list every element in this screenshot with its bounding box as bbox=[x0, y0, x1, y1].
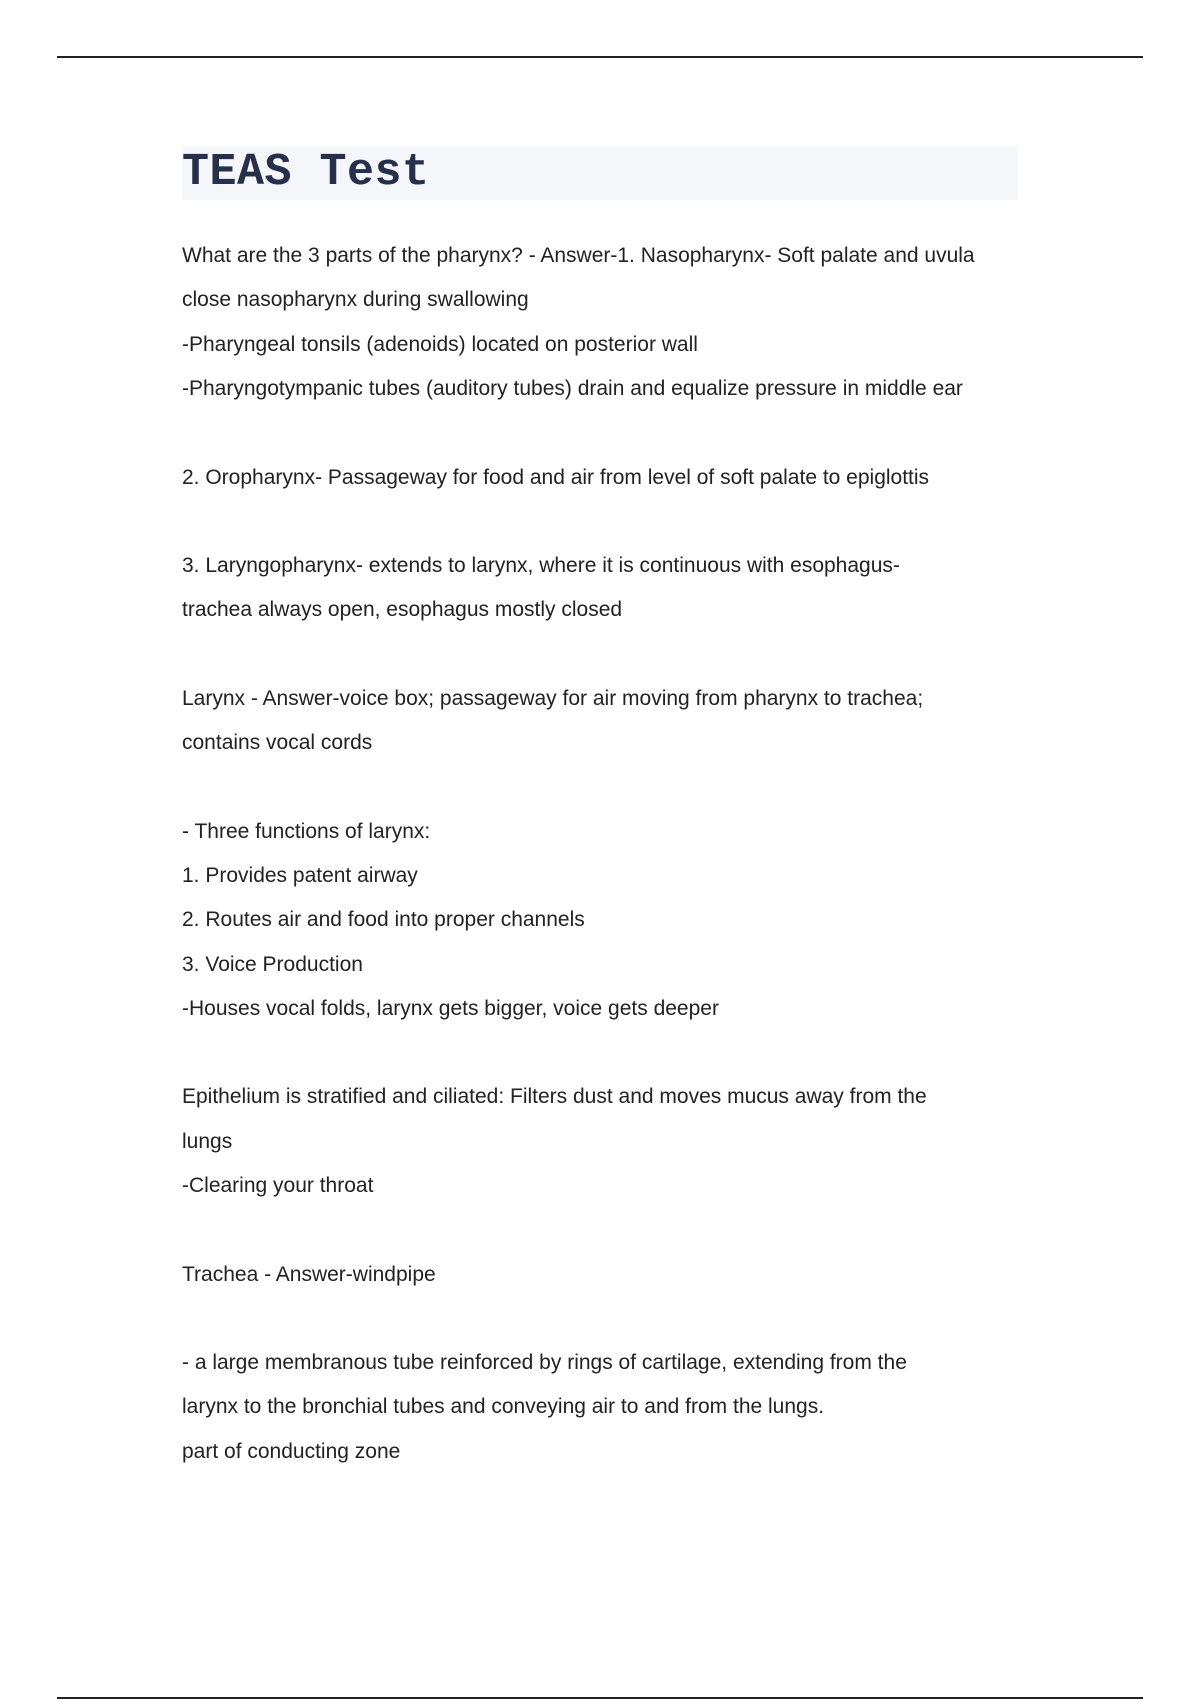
text-line: -Clearing your throat bbox=[182, 1174, 374, 1198]
paragraph-laryngopharynx bbox=[182, 544, 1020, 633]
text-line: contains vocal cords bbox=[182, 731, 373, 755]
text-line: -Pharyngeal tonsils (adenoids) located on posterior wall bbox=[182, 332, 698, 356]
paragraph-larynx bbox=[182, 677, 1020, 766]
text-line: - a large membranous tube reinforced by rings of cartilage, extending from the bbox=[182, 1351, 907, 1375]
paragraph-trachea-description bbox=[182, 1341, 1020, 1474]
top-rule bbox=[57, 56, 1143, 58]
text-line: -Houses vocal folds, larynx gets bigger, voice gets deeper bbox=[182, 997, 719, 1021]
text-line: 1. Provides patent airway bbox=[182, 863, 418, 887]
text-line: Larynx - Answer-voice box; passageway for air moving from pharynx to trachea; bbox=[182, 686, 924, 710]
text-line: 3. Voice Production bbox=[182, 952, 363, 976]
text-line: Trachea - Answer-windpipe bbox=[182, 1262, 436, 1286]
text-line: 2. Routes air and food into proper channels bbox=[182, 908, 585, 932]
text-line: Epithelium is stratified and ciliated: Filters dust and moves mucus away from the bbox=[182, 1085, 927, 1109]
document-body bbox=[182, 146, 1020, 1518]
paragraph-epithelium bbox=[182, 1075, 1020, 1208]
text-line: close nasopharynx during swallowing bbox=[182, 288, 529, 312]
text-line: larynx to the bronchial tubes and conveying air to and from the lungs. bbox=[182, 1395, 825, 1419]
title-banner bbox=[182, 146, 1018, 200]
paragraph-trachea bbox=[182, 1253, 1020, 1297]
paragraph-pharynx bbox=[182, 234, 1020, 412]
text-line: lungs bbox=[182, 1129, 233, 1153]
text-line: 3. Laryngopharynx- extends to larynx, where it is continuous with esophagus- bbox=[182, 553, 900, 577]
text-line: part of conducting zone bbox=[182, 1439, 401, 1463]
text-line: trachea always open, esophagus mostly closed bbox=[182, 598, 623, 622]
text-line: -Pharyngotympanic tubes (auditory tubes) drain and equalize pressure in middle ear bbox=[182, 377, 963, 401]
document-title: TEAS Test bbox=[182, 147, 430, 198]
text-line: What are the 3 parts of the pharynx? - Answer-1. Nasopharynx- Soft palate and uvula bbox=[182, 244, 975, 267]
text-line: 2. Oropharynx- Passageway for food and air from level of soft palate to epiglottis bbox=[182, 465, 930, 489]
text-line: - Three functions of larynx: bbox=[182, 819, 431, 843]
paragraph-oropharynx bbox=[182, 456, 1020, 500]
bottom-rule bbox=[57, 1697, 1143, 1699]
paragraph-larynx-functions bbox=[182, 810, 1020, 1032]
